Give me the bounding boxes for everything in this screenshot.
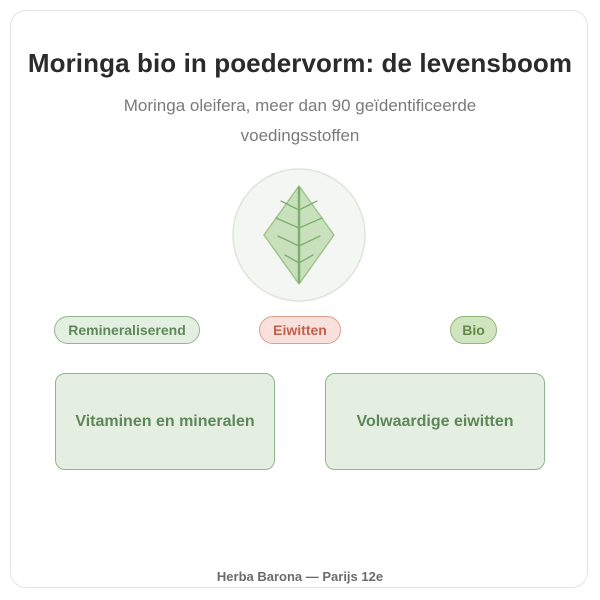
tag-organic: Bio <box>450 316 497 344</box>
leaf-icon <box>232 168 366 302</box>
tag-remineralizing: Remineraliserend <box>54 316 200 344</box>
feature-box-proteins <box>325 373 545 470</box>
footer-credit: Herba Barona — Parijs 12e <box>216 569 384 584</box>
feature-box-vitamins-label: Vitaminen en mineralen <box>75 412 255 430</box>
page-title: Moringa bio in poedervorm: de levensboom <box>27 48 573 78</box>
feature-box-proteins-label: Volwaardige eiwitten <box>356 412 514 430</box>
tag-proteins: Eiwitten <box>259 316 341 344</box>
page-subtitle: Moringa oleifera, meer dan 90 geïdentificeerde voedingsstoffen <box>123 96 477 145</box>
feature-box-vitamins <box>55 373 275 470</box>
